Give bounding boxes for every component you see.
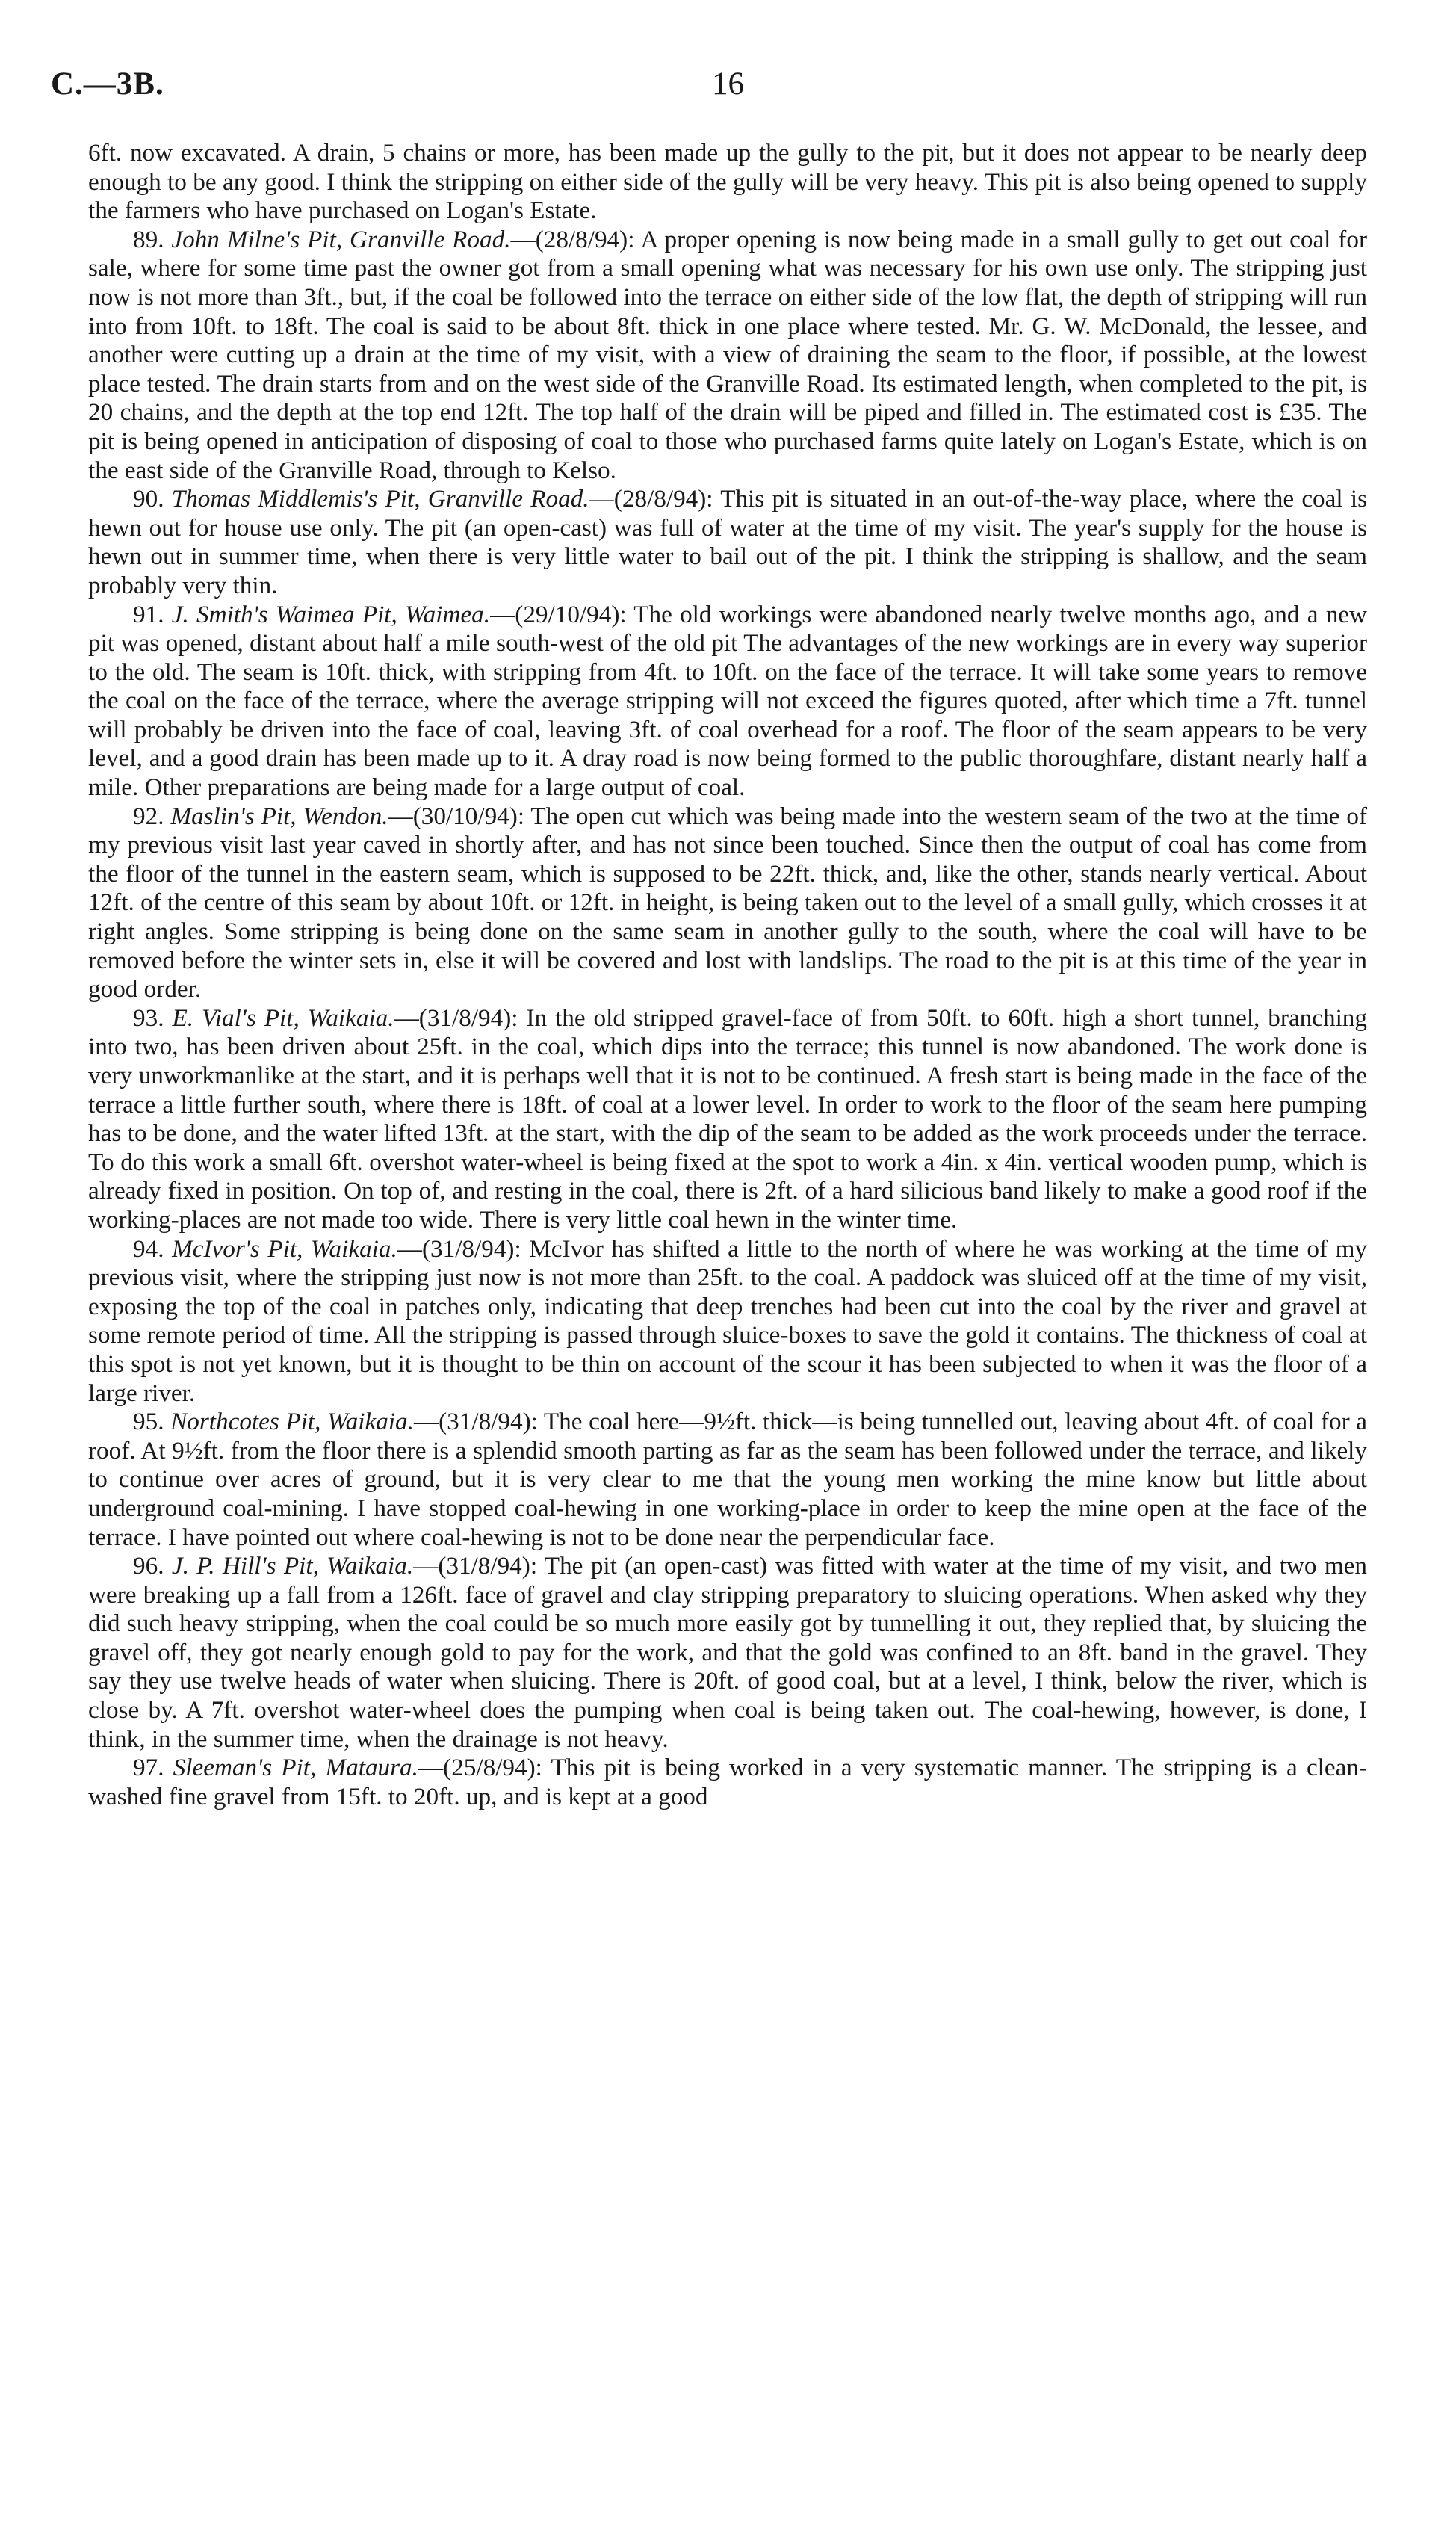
paragraph-92: [88, 802, 1367, 1004]
paragraph-text: —(30/10/94): The open cut which was being made into the western seam of the two at the time of my previous visit last year caved in shortly after, and has not since been touched. Since then the output of coal has come from the floor of the tunnel in the eastern seam, which is supposed to be 22ft. thick, and, like the other, stands nearly vertical. About 12ft. of the centre of this seam by about 10ft. or 12ft. in height, is being taken out to the level of a small gully, which crosses it at right angles. Some stripping is being done on the same seam in another gully to the south, where the coal will have to be removed before the winter sets in, else it will be covered and lost with landslips. The road to the pit is at this time of the year in good order.: [88, 802, 1368, 1003]
document-code: C.—3B.: [51, 67, 164, 102]
paragraph-text: —(28/8/94): This pit is situated in an out-of-the-way place, where the coal is hewn out for house use only. The pit (an open-cast) was full of water at the time of my visit. The year's supply for the house is hewn out in summer time, when there is very little water to bail out of the pit. I think the stripping is shallow, and the seam probably very thin.: [88, 485, 1368, 599]
paragraph-95: [88, 1408, 1367, 1552]
paragraph-title: John Milne's Pit, Granville Road.: [171, 225, 511, 253]
paragraph-number: 95.: [133, 1408, 164, 1436]
paragraph-title: J. Smith's Waimea Pit, Waimea.: [171, 600, 491, 628]
paragraph-text: —(25/8/94): This pit is being worked in a very systematic manner. The stripping is a clean-washed fine gravel from 15ft. to 20ft. up, and is kept at a good: [88, 1754, 1368, 1810]
paragraph-title: Northcotes Pit, Waikaia.: [170, 1408, 414, 1436]
paragraph-number: 97.: [133, 1754, 164, 1782]
page-header: [51, 66, 1405, 111]
paragraph-number: 94.: [133, 1234, 164, 1263]
paragraph-91: [88, 601, 1367, 802]
paragraph-title: J. P. Hill's Pit, Waikaia.: [171, 1552, 414, 1580]
paragraph-94: [88, 1235, 1367, 1408]
paragraph-text: —(31/8/94): McIvor has shifted a little to the north of where he was working at the time of my previous visit, where the stripping just now is not more than 25ft. to the coal. A paddock was sluiced off at the time of my visit, exposing the top of the coal in patches only, indicating that deep trenches had been cut into the coal by the river and gravel at some remote period of time. All the stripping is passed through sluice-boxes to save the gold it contains. The thickness of coal at this spot is not yet known, but it is thought to be thin on account of the scour it has been subjected to when it was the floor of a large river.: [88, 1234, 1368, 1407]
paragraph-text: —(28/8/94): A proper opening is now being made in a small gully to get out coal for sale, where for some time past the owner got from a small opening what was necessary for his own use only. The stripping just now is not more than 3ft., but, if the coal be followed into the terrace on either side of the low flat, the depth of stripping will run into from 10ft. to 18ft. The coal is said to be about 8ft. thick in one place where tested. Mr. G. W. McDonald, the lessee, and another were cutting up a drain at the time of my visit, with a view of draining the seam to the floor, if possible, at the lowest place tested. The drain starts from and on the west side of the Granville Road. Its estimated length, when completed to the pit, is 20 chains, and the depth at the top end 12ft. The top half of the drain will be piped and filled in. The estimated cost is £35. The pit is being opened in anticipation of disposing of coal to those who purchased farms quite lately on Logan's Estate, which is on the east side of the Granville Road, through to Kelso.: [88, 225, 1367, 484]
paragraph-continuation: [88, 139, 1367, 226]
paragraph-97: [88, 1754, 1367, 1811]
paragraph-93: [88, 1004, 1367, 1235]
paragraph-title: Sleeman's Pit, Mataura.: [173, 1754, 418, 1782]
paragraph-number: 91.: [133, 600, 164, 628]
paragraph-text: —(31/8/94): The coal here—9½ft. thick—is being tunnelled out, leaving about 4ft. of coal for a roof. At 9½ft. from the floor there is a splendid smooth parting as far as the seam has been followed under the terrace, and likely to continue over acres of ground, but it is very clear to me that the young men working the mine know but little about underground coal-mining. I have stopped coal-hewing in one working-place in order to keep the mine open at the face of the terrace. I have pointed out where coal-hewing is not to be done near the perpendicular face.: [88, 1408, 1367, 1551]
paragraph-89: [88, 226, 1367, 485]
paragraph-number: 89.: [133, 225, 164, 253]
paragraph-text: —(29/10/94): The old workings were abandoned nearly twelve months ago, and a new pit was opened, distant about half a mile south-west of the old pit The advantages of the new workings are in every way superior to the old. The seam is 10ft. thick, with stripping from 4ft. to 10ft. on the face of the terrace. It will take some years to remove the coal on the face of the terrace, where the average stripping will not exceed the figures quoted, after which time a 7ft. tunnel will probably be driven into the face of coal, leaving 3ft. of coal overhead for a roof. The floor of the seam appears to be very level, and a good drain has been made up to it. A dray road is now being formed to the public thoroughfare, distant nearly half a mile. Other preparations are being made for a large output of coal.: [88, 600, 1367, 802]
paragraph-text: 6ft. now excavated. A drain, 5 chains or more, has been made up the gully to the pit, but it does not appear to be nearly deep enough to be any good. I think the stripping on either side of the gully will be very heavy. This pit is also being opened to supply the farmers who have purchased on Logan's Estate.: [88, 139, 1367, 225]
paragraph-title: E. Vial's Pit, Waikaia.: [172, 1003, 394, 1032]
paragraph-number: 93.: [133, 1003, 164, 1032]
paragraph-number: 96.: [133, 1552, 164, 1580]
paragraph-number: 92.: [133, 802, 164, 830]
body-text: [88, 139, 1367, 1811]
paragraph-number: 90.: [133, 485, 164, 513]
paragraph-96: [88, 1552, 1367, 1754]
paragraph-text: —(31/8/94): In the old stripped gravel-face of from 50ft. to 60ft. high a short tunnel, branching into two, has been driven about 25ft. in the coal, which dips into the terrace; this tunnel is now abandoned. The work done is very unworkmanlike at the start, and it is perhaps well that it is not to be continued. A fresh start is being made in the face of the terrace a little further south, where there is 18ft. of coal at a lower level. In order to work to the floor of the seam here pumping has to be done, and the water lifted 13ft. at the start, with the dip of the seam to be added as the work proceeds under the terrace. To do this work a small 6ft. overshot water-wheel is being fixed at the spot to work a 4in. x 4in. vertical wooden pump, which is already fixed in position. On top of, and resting in the coal, there is 2ft. of a hard silicious band likely to make a good roof if the working-places are not made too wide. There is very little coal hewn in the winter time.: [88, 1003, 1367, 1234]
paragraph-text: —(31/8/94): The pit (an open-cast) was fitted with water at the time of my visit, and two men were breaking up a fall from a 126ft. face of gravel and clay stripping preparatory to sluicing operations. When asked why they did such heavy stripping, when the coal could be so much more easily got by tunnelling it out, they replied that, by sluicing the gravel off, they got nearly enough gold to pay for the work, and that the gold was confined to an 8ft. band in the gravel. They say they use twelve heads of water when sluicing. There is 20ft. of good coal, but at a level, I think, below the river, which is close by. A 7ft. overshot water-wheel does the pumping when coal is being taken out. The coal-hewing, however, is done, I think, in the summer time, when the drainage is not heavy.: [88, 1552, 1367, 1753]
paragraph-title: Maslin's Pit, Wendon.: [170, 802, 388, 830]
page-number: 16: [712, 67, 744, 102]
paragraph-title: Thomas Middlemis's Pit, Granville Road.: [171, 485, 589, 513]
paragraph-90: [88, 485, 1367, 600]
paragraph-title: McIvor's Pit, Waikaia.: [172, 1234, 397, 1263]
